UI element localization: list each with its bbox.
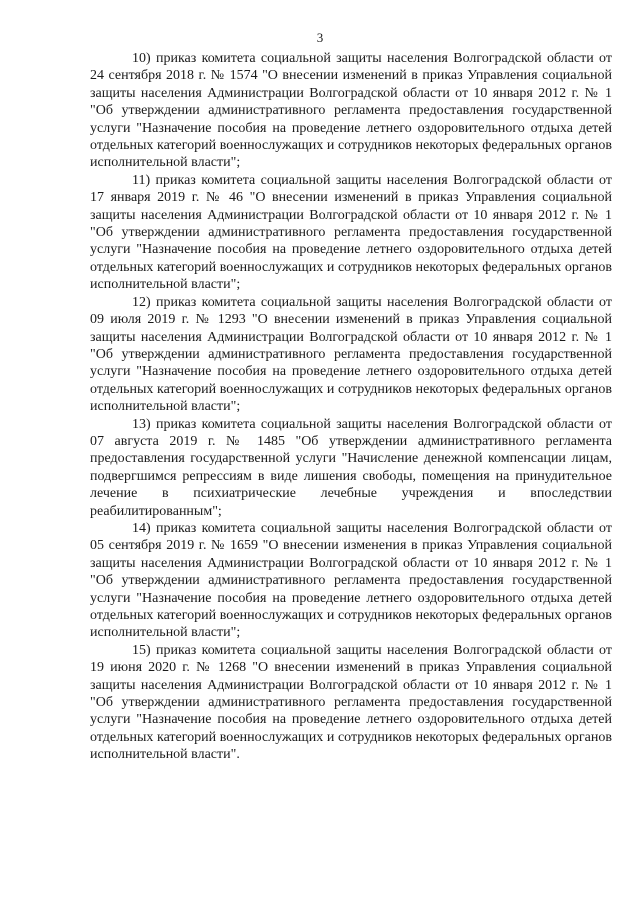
list-item: 15) приказ комитета социальной защиты населения Волгоградской области от 19 июня 2020 г. № 1268 "О внесении изменений в приказ Управления социальной защиты населения Администрации Волгоградской области от 10 января 2012 г. № 1 "Об утверждении административного регламента предоставления государственной услуги "Назначение пособия на проведение летнего оздоровительного отдыха детей отдельных категорий военнослужащих и сотрудников некоторых федеральных органов исполнительной власти".: [90, 642, 612, 763]
list-item: 13) приказ комитета социальной защиты населения Волгоградской области от 07 августа 2019 г. № 1485 "Об утверждении административного регламента предоставления государственной услуги "Начисление денежной компенсации лицам, подвергшимся репрессиям в виде лишения свободы, помещения на принудительное лечение в психиатрические лечебные учреждения и впоследствии реабилитированным";: [90, 416, 612, 519]
document-body: [90, 50, 612, 764]
list-item: 14) приказ комитета социальной защиты населения Волгоградской области от 05 сентября 2019 г. № 1659 "О внесении изменения в приказ Управления социальной защиты населения Администрации Волгоградской области от 10 января 2012 г. № 1 "Об утверждении административного регламента предоставления государственной услуги "Назначение пособия на проведение летнего оздоровительного отдыха детей отдельных категорий военнослужащих и сотрудников некоторых федеральных органов исполнительной власти";: [90, 520, 612, 641]
list-item: 10) приказ комитета социальной защиты населения Волгоградской области от 24 сентября 2018 г. № 1574 "О внесении изменений в приказ Управления социальной защиты населения Администрации Волгоградской области от 10 января 2012 г. № 1 "Об утверждении административного регламента предоставления государственной услуги "Назначение пособия на проведение летнего оздоровительного отдыха детей отдельных категорий военнослужащих и сотрудников некоторых федеральных органов исполнительной власти";: [90, 51, 612, 171]
page-number: 3: [316, 30, 324, 45]
list-item: 12) приказ комитета социальной защиты населения Волгоградской области от 09 июля 2019 г. № 1293 "О внесении изменений в приказ Управления социальной защиты населения Администрации Волгоградской области от 10 января 2012 г. № 1 "Об утверждении административного регламента предоставления государственной услуги "Назначение пособия на проведение летнего оздоровительного отдыха детей отдельных категорий военнослужащих и сотрудников некоторых федеральных органов исполнительной власти";: [90, 294, 612, 415]
list-item: 11) приказ комитета социальной защиты населения Волгоградской области от 17 января 2019 г. № 46 "О внесении изменений в приказ Управления социальной защиты населения Администрации Волгоградской области от 10 января 2012 г. № 1 "Об утверждении административного регламента предоставления государственной услуги "Назначение пособия на проведение летнего оздоровительного отдыха детей отдельных категорий военнослужащих и сотрудников некоторых федеральных органов исполнительной власти";: [90, 172, 612, 293]
